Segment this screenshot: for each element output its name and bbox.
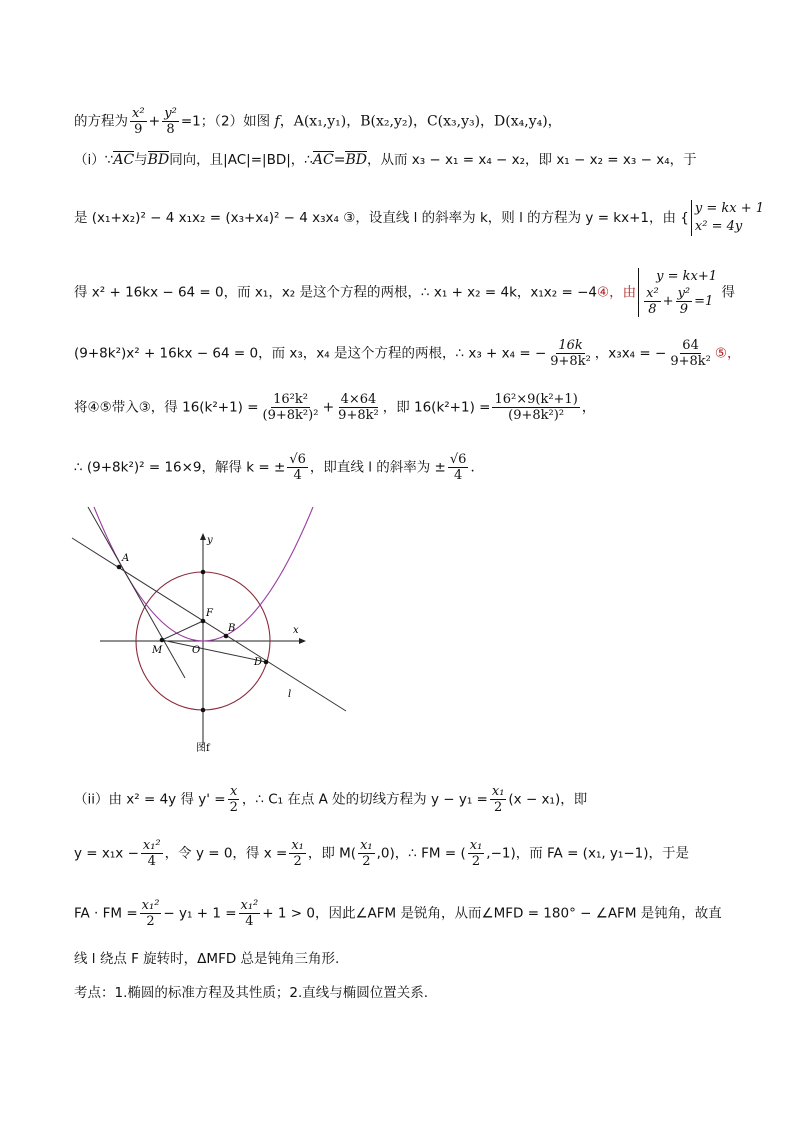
line-11-text: 线 l 绕点 F 旋转时，ΔMFD 总是钝角三角形. bbox=[74, 951, 340, 967]
line-9-text: y = x₁x − bbox=[74, 845, 139, 862]
line-5 bbox=[74, 338, 740, 369]
vector-bd-2: BD bbox=[345, 152, 367, 168]
line-3 bbox=[74, 200, 764, 236]
plus: + bbox=[322, 399, 335, 416]
line-1-prefix: 的方程为 bbox=[74, 113, 128, 130]
vector-ac: AC bbox=[113, 152, 135, 168]
line-8-tail: (x − x₁)，即 bbox=[508, 791, 588, 808]
line-10 bbox=[74, 898, 722, 929]
frac-8-1: $\frac{x}{2}$ bbox=[229, 784, 238, 815]
line-7 bbox=[74, 452, 475, 483]
ellipse-term-y: $\frac{\text{y²}}{8}$ bbox=[164, 106, 177, 137]
frac-7-1: $\frac{√6}{4}$ bbox=[289, 452, 306, 483]
line-4-tail: 得 bbox=[721, 284, 735, 301]
line-2-start: （i）∵ bbox=[74, 152, 114, 168]
line-7-tail: . bbox=[470, 459, 475, 476]
frac-6-2: $\frac{4\times 64}{\text{9+8k²}}$ bbox=[338, 392, 379, 423]
line-8-mid: ，∴ C₁ 在点 A 处的切线方程为 y − y₁ = bbox=[241, 791, 488, 808]
label-b: B bbox=[228, 623, 236, 634]
line-6-mid: ，即 16(k²+1) = bbox=[382, 399, 491, 416]
point-m bbox=[160, 638, 165, 643]
line-2 bbox=[74, 150, 697, 170]
frac-9-3: $\frac{\text{x₁}}{2}$ bbox=[360, 838, 373, 869]
frac-6-3: $\frac{\text{16²×9(k²+1)}}{\text{(9+8k²)²}}$ bbox=[494, 392, 578, 423]
frac-9-2: $\frac{\text{x₁}}{2}$ bbox=[291, 838, 304, 869]
label-y: y bbox=[207, 535, 213, 546]
line-4 bbox=[74, 268, 735, 317]
point-bottom bbox=[201, 708, 206, 713]
frac-9-4: $\frac{\text{x₁}}{2}$ bbox=[469, 838, 483, 869]
point-b bbox=[224, 634, 229, 639]
point-top bbox=[201, 570, 206, 575]
line-10-text: FA · FM = bbox=[74, 905, 138, 922]
sum-x3-x4: $\frac{16k}{\text{9+8k²}}$ bbox=[550, 338, 591, 369]
line-9-mid3: ,0)，∴ FM = ( bbox=[376, 845, 466, 862]
ellipse-term-x: $\frac{\text{x²}}{9}$ bbox=[132, 106, 145, 137]
point-f bbox=[201, 619, 206, 624]
line-l bbox=[72, 538, 346, 711]
frac-6-1: $\frac{\text{16²k²}}{\text{(9+8k²)²}}$ bbox=[262, 392, 319, 423]
label-o: O bbox=[192, 645, 201, 656]
vector-bd: BD bbox=[147, 152, 170, 168]
label-a: A bbox=[122, 553, 130, 564]
line-1-eq-tail: =1；（2）如图 bbox=[180, 113, 271, 130]
line-4-red: ④，由 bbox=[597, 284, 637, 301]
line-9 bbox=[74, 838, 689, 869]
line-11 bbox=[74, 949, 339, 969]
frac-10-2: $\frac{\text{x₁²}}{4}$ bbox=[240, 898, 259, 929]
label-f: F bbox=[206, 608, 213, 619]
line-5-text: (9+8k²)x² + 16kx − 64 = 0，而 x₃，x₄ 是这个方程的两根，∴ x₃ + x₄ = − bbox=[74, 345, 547, 362]
line-2-tail: ，从而 x₃ − x₁ = x₄ − x₂，即 x₁ − x₂ = x₃ − x₄，于 bbox=[366, 152, 697, 168]
point-a bbox=[117, 565, 122, 570]
line-5-mid: ，x₃x₄ = − bbox=[594, 345, 667, 362]
figure-ref: f bbox=[274, 113, 280, 130]
line-9-tail: ,−1)，而 FA = (x₁, y₁−1)，于是 bbox=[486, 845, 690, 862]
line-6-text: 将④⑤带入③，得 16(k²+1) = bbox=[74, 399, 259, 416]
line-7-mid: ，即直线 l 的斜率为 ± bbox=[309, 459, 446, 476]
line-5-tail: ⑤， bbox=[714, 345, 741, 362]
figure-caption: 图f bbox=[196, 743, 210, 754]
line-2-eq: = bbox=[333, 152, 346, 168]
frac-8-2: $\frac{\text{x₁}}{2}$ bbox=[491, 784, 505, 815]
point-d bbox=[264, 660, 269, 665]
line-2-mid: 同向，且|AC|=|BD|，∴ bbox=[169, 152, 313, 168]
line-8 bbox=[74, 784, 587, 815]
line-10-mid: − y₁ + 1 = bbox=[163, 905, 237, 922]
line-8-text: （ii）由 x² = 4y 得 y' = bbox=[74, 791, 226, 808]
system-ellipse: y = kx+1 $\frac{\text{x²}}{8}$ + $\frac{\text{y²}}{9}$ =1 bbox=[638, 268, 717, 317]
geometry-figure bbox=[70, 505, 360, 755]
line-10-tail: + 1 > 0，因此∠AFM 是锐角，从而∠MFD = 180° − ∠AFM 是钝角，故直 bbox=[262, 905, 722, 922]
label-l: l bbox=[288, 689, 292, 700]
line-6-tail: ， bbox=[581, 399, 596, 416]
x-axis-arrow bbox=[299, 638, 306, 644]
line-9-mid2: ，即 M( bbox=[307, 845, 357, 862]
line-3-text: 是 (x₁+x₂)² − 4 x₁x₂ = (x₃+x₄)² − 4 x₃x₄ ③，设直线 l 的斜率为 k，则 l 的方程为 y = kx+1，由 { bbox=[74, 210, 689, 226]
frac-10-1: $\frac{\text{x₁²}}{2}$ bbox=[141, 898, 160, 929]
line-6 bbox=[74, 392, 596, 423]
line-4-text: 得 x² + 16kx − 64 = 0，而 x₁，x₂ 是这个方程的两根，∴ x₁ + x₂ = 4k，x₁x₂ = −4 bbox=[74, 284, 597, 301]
label-x: x bbox=[293, 625, 299, 636]
segment-mf bbox=[162, 621, 203, 640]
frac-9-1: $\frac{\text{x₁²}}{4}$ bbox=[142, 838, 161, 869]
system-parabola: y = kx + 1 x² = 4y bbox=[691, 200, 764, 236]
frac-7-2: $\frac{√6}{4}$ bbox=[449, 452, 467, 483]
line-1-points: ，A(x₁,y₁)，B(x₂,y₂)，C(x₃,y₃)，D(x₄,y₄)， bbox=[279, 113, 562, 130]
y-axis-arrow bbox=[200, 533, 206, 540]
product-x3-x4: $\frac{64}{\text{9+8k²}}$ bbox=[670, 338, 711, 369]
line-1: 的方程为 $\frac{\text{x²}}{9}$ + $\frac{\text{y²}}{8}$ =1；（2）如图 f，A(x₁,y₁)，B(x₂,y₂)，C(x₃,y₃)，D(x₄,y₄)， bbox=[74, 106, 562, 137]
line-12 bbox=[74, 983, 428, 1003]
label-m: M bbox=[152, 645, 163, 656]
line-9-mid: ，令 y = 0，得 x = bbox=[164, 845, 288, 862]
label-d: D bbox=[254, 657, 263, 668]
line-7-text: ∴ (9+8k²)² = 16×9，解得 k = ± bbox=[74, 459, 286, 476]
line-2-with: 与 bbox=[134, 152, 148, 168]
key-points-note: 考点：1.椭圆的标准方程及其性质；2.直线与椭圆位置关系. bbox=[74, 985, 429, 1001]
vector-ac-2: AC bbox=[312, 152, 334, 168]
